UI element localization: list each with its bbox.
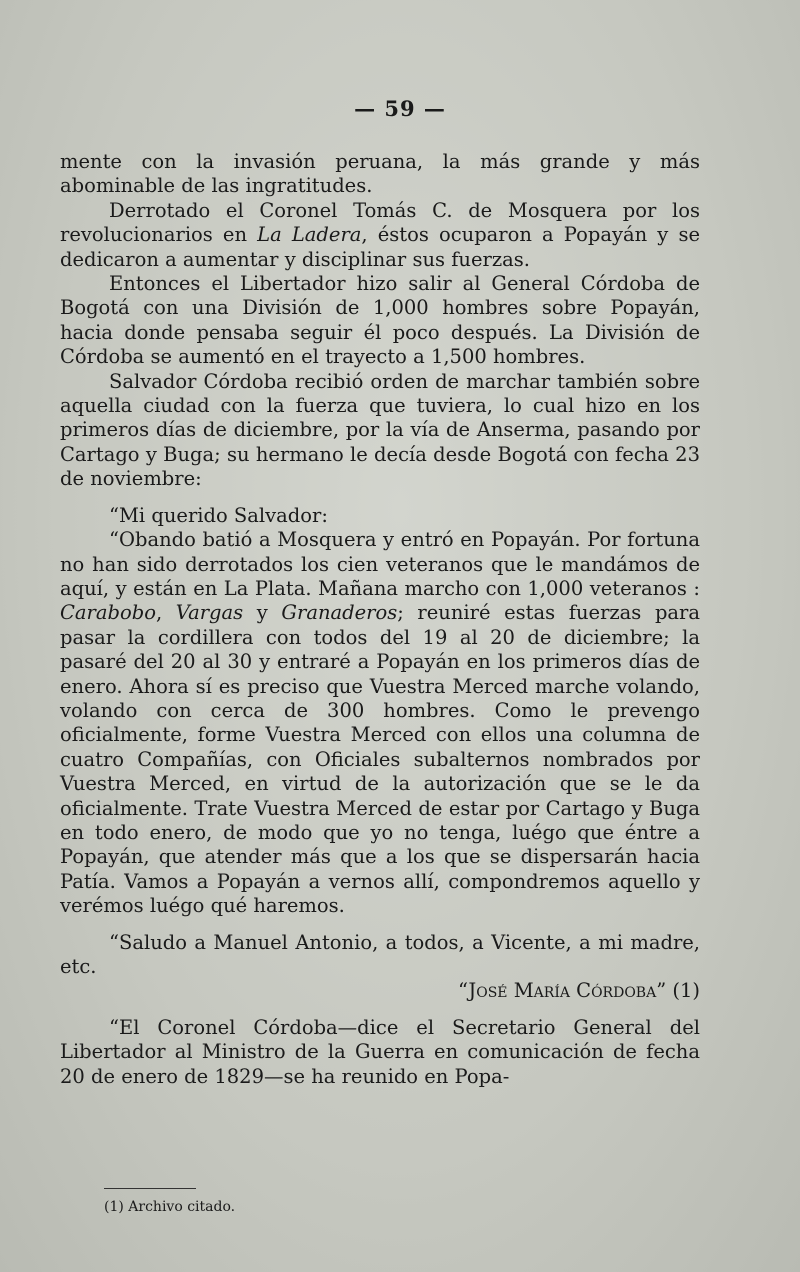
text-run: ,: [155, 601, 176, 625]
letter-salutation: “Mi querido Salvador:: [109, 503, 328, 527]
footnote: (1) Archivo citado.: [104, 1199, 236, 1215]
paragraph: “Saludo a Manuel Antonio, a todos, a Vicente, a mi madre, etc.: [60, 930, 700, 978]
text-run: y: [243, 601, 282, 625]
italic-battalion-name: Vargas: [175, 601, 244, 625]
italic-battalion-name: Granaderos: [281, 601, 398, 625]
page-number: — 59 —: [354, 96, 446, 121]
text-run: Derrotado el Coronel Tomás C. de Mosquera por los revolucionarios en: [60, 198, 700, 247]
paragraph: mente con la invasión peruana, la más grande y más abominable de las ingratitudes.: [60, 150, 700, 198]
paragraph: “El Coronel Córdoba—dice el Secretario General del Libertador al Ministro de la Guerra en comunicación de fecha 20 de enero de 1829—se ha reunido en Popa-: [60, 1015, 700, 1088]
footnote-divider: [104, 1188, 196, 1189]
text-run: , éstos ocuparon a Popayán y se dedicaron a aumentar y disciplinar sus fuerzas.: [60, 223, 700, 271]
text-run: “Obando batió a Mosquera y entró en Popayán. Por fortuna no han sido derrotados los cien veteranos que le mandámos de aquí, y están en La Plata. Mañana marcho con 1,000 veteranos :: [60, 528, 700, 600]
paragraph: [60, 199, 700, 272]
paragraph: Entonces el Libertador hizo salir al General Córdoba de Bogotá con una División de 1,000 hombres sobre Popayán, hacia donde pensaba seguir él poco después. La División de Córdoba se aumentó en el trayecto a 1,500 hombres.: [60, 272, 700, 369]
paragraph: Salvador Córdoba recibió orden de marchar también sobre aquella ciudad con la fuerza que tuviera, lo cual hizo en los primeros días de diciembre, por la vía de Anserma, pasando por Cartago y Buga; su hermano le decía desde Bogotá con fecha 23 de noviembre:: [60, 369, 700, 491]
letter-signature: “José María Córdoba” (1): [457, 979, 700, 1003]
paragraph: [60, 528, 700, 919]
text-run: ; reuniré estas fuerzas para pasar la cordillera con todos del 19 al 20 de diciembre; la pasaré del 20 al 30 y entraré a Popayán en los primeros días de enero. Ahora sí es preciso que Vuestra Merced marche volando, volando con cerca de 300 hombres. Como le prevengo oficialmente, forme Vuestra Merced con ellos una columna de cuatro Compañías, con Oficiales subalternos nombrados por Vuestra Merced, en virtud de la autorización que se le da oficialmente. Trate Vuestra Merced de estar por Cartago y Buga en todo enero, de modo que yo no tenga, luégo que éntre a Popayán, que atender más que a los que se dispersarán hacia Patía. Vamos a Popayán a vernos allí, compondremos aquello y verémos luégo qué haremos.: [60, 601, 700, 918]
italic-place-name: La Ladera: [257, 223, 362, 247]
body-text: [60, 150, 700, 1089]
italic-battalion-name: Carabobo: [60, 601, 156, 625]
